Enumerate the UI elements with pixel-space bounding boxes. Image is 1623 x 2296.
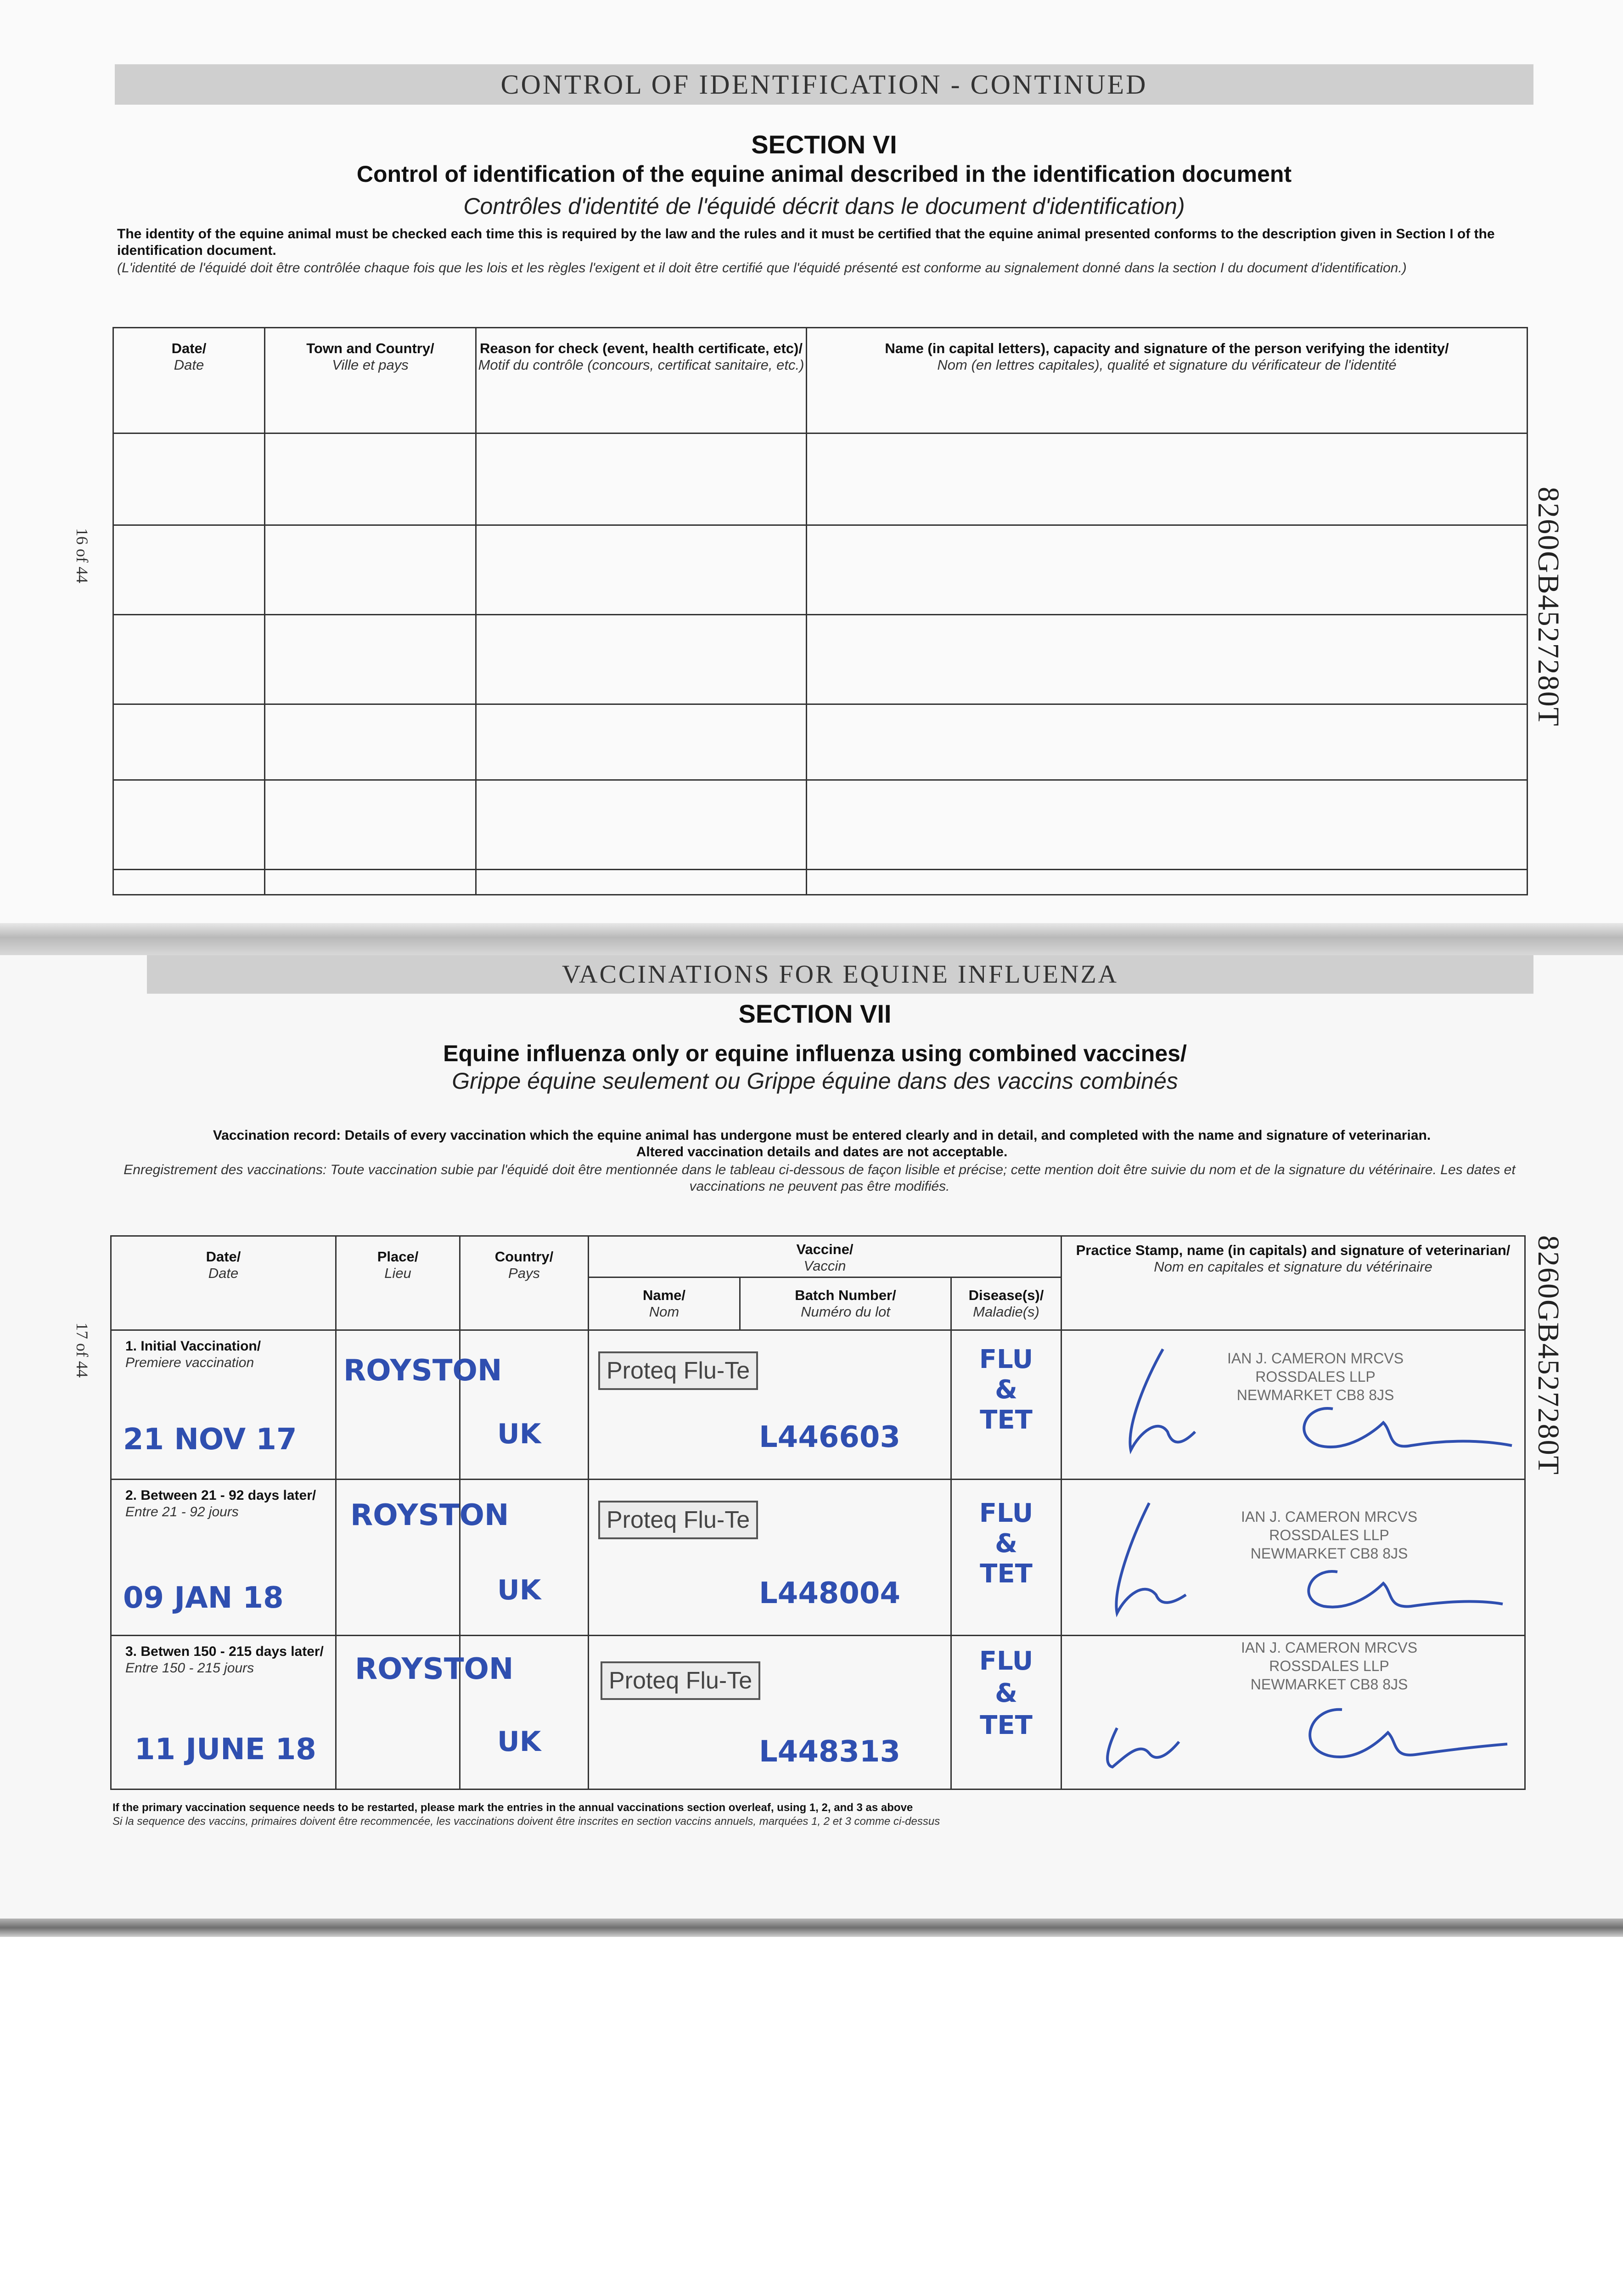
row3-label-en: 3. Betwen 150 - 215 days later/ [125, 1644, 324, 1659]
vacc-disease-en: Disease(s)/ [968, 1287, 1044, 1303]
row1-disease-cell [951, 1330, 1061, 1480]
empty-cell[interactable] [113, 870, 265, 895]
empty-cell[interactable] [113, 433, 265, 525]
row3-vaccine-stamp: Proteq Flu-Te [601, 1661, 760, 1700]
vacc-date-fr: Date [208, 1265, 239, 1281]
row2-disease-3: TET [980, 1559, 1033, 1589]
col-town-fr: Ville et pays [332, 357, 409, 373]
vacc-disease-fr: Maladie(s) [973, 1304, 1039, 1320]
vacc-place-fr: Lieu [384, 1265, 411, 1281]
vaccination-header-row-1 [111, 1236, 1525, 1277]
row3-vet-cell [1061, 1636, 1525, 1790]
empty-cell[interactable] [476, 870, 807, 895]
scan-background [0, 1937, 1623, 2296]
row2-label [112, 1480, 335, 1520]
empty-cell[interactable] [113, 615, 265, 704]
row1-label [112, 1331, 335, 1371]
row1-disease [952, 1331, 1061, 1435]
row3-disease-cell [951, 1636, 1061, 1790]
empty-cell[interactable] [113, 704, 265, 780]
row1-batch: L446603 [759, 1420, 900, 1454]
row3-signature [1080, 1673, 1512, 1788]
section7-record-en-note: Altered vaccination details and dates are not acceptable. [636, 1144, 1008, 1159]
vaccination-row-2 [111, 1480, 1525, 1636]
row1-stamp-line: NEWMARKET CB8 8JS [1236, 1387, 1394, 1403]
page-number-lower: 17 of 44 [73, 1322, 91, 1378]
empty-cell[interactable] [265, 870, 476, 895]
row3-label-fr: Entre 150 - 215 jours [125, 1660, 254, 1676]
section7-title-en: Equine influenza only or equine influenza using combined vaccines/ [443, 1041, 1187, 1066]
row1-country: UK [497, 1418, 541, 1450]
row1-date-cell [111, 1330, 336, 1480]
empty-cell[interactable] [265, 615, 476, 704]
col-vacc-name [589, 1277, 740, 1330]
row3-disease [952, 1636, 1061, 1742]
vacc-place-en: Place/ [377, 1249, 419, 1265]
passport-cover-edge [0, 1919, 1623, 1937]
row1-disease-3: TET [980, 1405, 1033, 1435]
vacc-vaccine-fr: Vaccin [803, 1258, 846, 1274]
col-vacc-country [460, 1236, 589, 1330]
row2-disease-cell [951, 1480, 1061, 1636]
identification-check-table [112, 327, 1528, 895]
row1-label-en: 1. Initial Vaccination/ [125, 1339, 261, 1354]
row2-date: 09 JAN 18 [123, 1581, 284, 1615]
empty-cell[interactable] [113, 525, 265, 615]
empty-cell[interactable] [807, 525, 1528, 615]
col-vacc-vet [1061, 1236, 1525, 1330]
empty-cell[interactable] [265, 704, 476, 780]
col-vacc-disease [951, 1277, 1061, 1330]
vaccination-table [110, 1235, 1526, 1790]
empty-cell[interactable] [476, 433, 807, 525]
passport-spine [0, 923, 1623, 955]
section7-record-en-text: Vaccination record: Details of every vaccination which the equine animal has undergone must be entered clearly and in detail, and completed with the name and signature of veterinarian. [213, 1128, 1431, 1143]
row2-vaccine-stamp: Proteq Flu-Te [598, 1501, 758, 1539]
row1-vaccine-cell [589, 1330, 951, 1480]
page-number-upper: 16 of 44 [73, 528, 91, 583]
row2-disease-2: & [995, 1529, 1017, 1559]
empty-cell[interactable] [265, 525, 476, 615]
vacc-name-fr: Nom [649, 1304, 680, 1320]
row3-date: 11 JUNE 18 [135, 1733, 316, 1767]
row1-country-cell [460, 1330, 589, 1480]
row2-signature [1080, 1489, 1512, 1627]
row3-place: ROYSTON [355, 1652, 514, 1686]
vaccination-row-3 [111, 1636, 1525, 1790]
section7-heading: SECTION VII [738, 999, 892, 1028]
vacc-vet-en: Practice Stamp, name (in capitals) and signature of veterinarian/ [1076, 1242, 1511, 1258]
col-verifier-fr: Nom (en lettres capitales), qualité et signature du vérificateur de l'identité [937, 357, 1397, 373]
section6-title-en: Control of identification of the equine animal described in the identification document [356, 161, 1292, 187]
row1-place: ROYSTON [343, 1354, 502, 1388]
vacc-country-fr: Pays [508, 1265, 540, 1281]
row1-place-cell [336, 1330, 502, 1480]
empty-cell[interactable] [476, 780, 807, 870]
row2-place-cell [336, 1480, 509, 1636]
section6-intro-fr: (L'identité de l'équidé doit être contrôlée chaque fois que les lois et les règles l'exigent et il doit être certifié que l'équidé présenté est conforme au signalement donné dans la section I du document d'identification.) [117, 260, 1407, 276]
vacc-vet-fr: Nom en capitales et signature du vétérinaire [1154, 1259, 1432, 1275]
row1-stamp-line: IAN J. CAMERON MRCVS [1227, 1350, 1404, 1367]
row3-stamp-line: IAN J. CAMERON MRCVS [1241, 1639, 1418, 1656]
section6-banner-text: CONTROL OF IDENTIFICATION - CONTINUED [500, 69, 1148, 100]
row2-label-en: 2. Between 21 - 92 days later/ [125, 1488, 316, 1503]
empty-cell[interactable] [807, 433, 1528, 525]
serial-number-upper: 8260GB4527280T [1532, 487, 1565, 727]
table-row [113, 433, 1528, 525]
col-reason-fr: Motif du contrôle (concours, certificat sanitaire, etc.) [478, 357, 804, 373]
col-town-country [265, 328, 476, 433]
row2-place: ROYSTON [350, 1498, 509, 1532]
empty-cell[interactable] [265, 433, 476, 525]
row3-batch: L448313 [759, 1735, 900, 1769]
table-row [113, 615, 1528, 704]
empty-cell[interactable] [476, 704, 807, 780]
row3-disease-3: TET [980, 1711, 1033, 1740]
col-date-fr: Date [174, 357, 204, 373]
row3-label [112, 1636, 335, 1677]
row3-country: UK [497, 1726, 541, 1758]
row1-vet-cell [1061, 1330, 1525, 1480]
row1-vaccine-stamp: Proteq Flu-Te [598, 1351, 758, 1390]
empty-cell[interactable] [807, 870, 1528, 895]
col-reason-en: Reason for check (event, health certificate, etc)/ [480, 340, 803, 356]
row2-stamp-line: ROSSDALES LLP [1269, 1527, 1389, 1543]
row3-stamp-line: NEWMARKET CB8 8JS [1250, 1676, 1408, 1693]
col-verifier [807, 328, 1528, 433]
empty-cell[interactable] [265, 780, 476, 870]
row1-signature [1089, 1340, 1521, 1473]
table-row [113, 525, 1528, 615]
row1-disease-1: FLU [979, 1345, 1033, 1374]
section6-title-fr: Contrôles d'identité de l'équidé décrit dans le document d'identification) [463, 193, 1185, 219]
col-town-en: Town and Country/ [306, 340, 434, 356]
vacc-vaccine-en: Vaccine/ [796, 1241, 854, 1257]
empty-cell[interactable] [807, 615, 1528, 704]
row1-date: 21 NOV 17 [123, 1423, 297, 1457]
row2-disease-1: FLU [979, 1498, 1033, 1528]
vacc-date-en: Date/ [206, 1249, 241, 1265]
row2-disease [952, 1480, 1061, 1589]
row2-vet-cell [1061, 1480, 1525, 1636]
empty-cell[interactable] [476, 615, 807, 704]
row1-stamp-line: ROSSDALES LLP [1255, 1368, 1376, 1385]
empty-cell[interactable] [113, 780, 265, 870]
row2-date-cell [111, 1480, 336, 1636]
col-reason [476, 328, 807, 433]
row2-stamp-line: NEWMARKET CB8 8JS [1250, 1545, 1408, 1562]
row3-place-cell [336, 1636, 514, 1790]
serial-number-lower: 8260GB4527280T [1532, 1235, 1565, 1475]
row3-disease-2: & [995, 1678, 1017, 1708]
section7-record-en [122, 1127, 1522, 1160]
col-vacc-batch [740, 1277, 951, 1330]
table-row [113, 704, 1528, 780]
section7-title-fr: Grippe équine seulement ou Grippe équine dans des vaccins combinés [452, 1068, 1178, 1094]
col-date [113, 328, 265, 433]
section6-intro-en: The identity of the equine animal must be checked each time this is required by the law and the rules and it must be certified that the equine animal presented conforms to the description given in Section I of the identification document. [117, 226, 1495, 258]
vacc-batch-en: Batch Number/ [795, 1287, 896, 1303]
section6-heading: SECTION VI [751, 130, 897, 159]
table-row [113, 870, 1528, 895]
col-vacc-place [336, 1236, 460, 1330]
row2-batch: L448004 [759, 1576, 900, 1610]
empty-cell[interactable] [807, 780, 1528, 870]
table-row [113, 780, 1528, 870]
vacc-country-en: Country/ [494, 1249, 554, 1265]
row1-label-fr: Premiere vaccination [125, 1355, 254, 1370]
section6-banner [115, 64, 1533, 105]
identification-header-row [113, 328, 1528, 433]
row3-stamp-line: ROSSDALES LLP [1269, 1658, 1389, 1674]
row3-disease-1: FLU [979, 1646, 1033, 1676]
col-verifier-en: Name (in capital letters), capacity and signature of the person verifying the identity/ [885, 340, 1449, 356]
section7-footer-fr: Si la sequence des vaccins, primaires doivent être recommencée, les vaccinations doivent être inscrites en section vaccins annuels, marquées 1, 2 et 3 comme ci-dessus [112, 1815, 940, 1828]
row2-country: UK [497, 1574, 541, 1606]
section7-footer-en: If the primary vaccination sequence needs to be restarted, please mark the entries in the annual vaccinations section overleaf, using 1, 2, and 3 as above [112, 1801, 913, 1814]
vacc-batch-fr: Numéro du lot [801, 1304, 890, 1320]
vaccination-row-1 [111, 1330, 1525, 1480]
row3-date-cell [111, 1636, 336, 1790]
row2-stamp-line: IAN J. CAMERON MRCVS [1241, 1508, 1418, 1525]
col-vacc-vaccine [589, 1236, 1061, 1277]
row3-vaccine-cell [589, 1636, 951, 1790]
row2-label-fr: Entre 21 - 92 jours [125, 1504, 239, 1519]
section7-record-fr: Enregistrement des vaccinations: Toute vaccination subie par l'équidé doit être mentionnée dans le tableau ci-dessous de façon lisible et précise; cette mention doit être suivie du nom et de la signature du vétérinaire. Les dates et vaccinations ne peuvent pas être modifiés. [124, 1162, 1516, 1194]
empty-cell[interactable] [476, 525, 807, 615]
row1-disease-2: & [995, 1375, 1017, 1405]
empty-cell[interactable] [807, 704, 1528, 780]
col-date-en: Date/ [171, 340, 207, 356]
row2-vaccine-cell [589, 1480, 951, 1636]
section7-banner [147, 955, 1533, 994]
section7-banner-text: VACCINATIONS FOR EQUINE INFLUENZA [562, 960, 1119, 989]
vacc-name-en: Name/ [642, 1287, 686, 1303]
col-vacc-date [111, 1236, 336, 1330]
